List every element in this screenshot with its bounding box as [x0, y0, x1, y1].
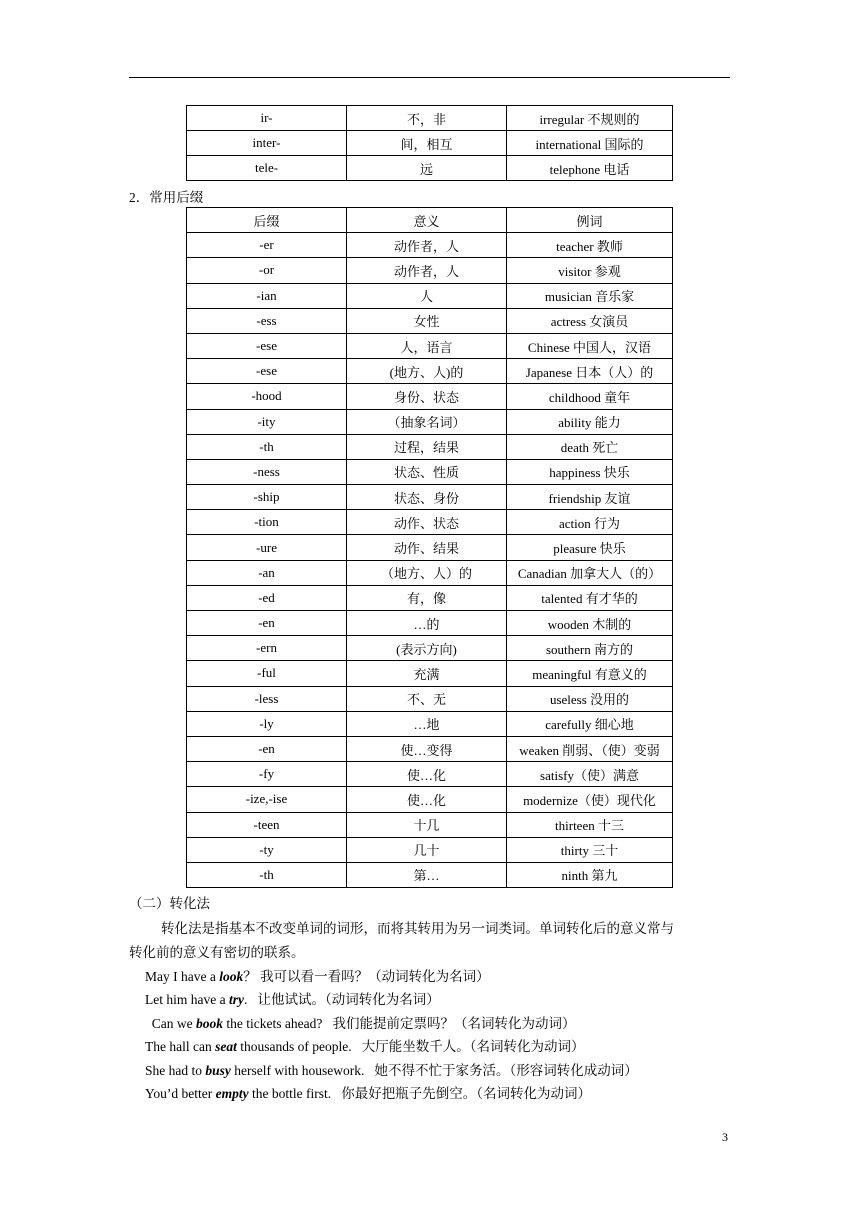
suffix-section-title: 2．常用后缀 [129, 190, 204, 205]
table-cell: 使…化 [347, 762, 507, 787]
table-cell: 十几 [347, 812, 507, 837]
example-text: She had to [145, 1062, 206, 1078]
table-cell: childhood 童年 [507, 384, 673, 409]
table-cell: useless 没用的 [507, 686, 673, 711]
table-row [187, 459, 673, 484]
table-cell: 动作者，人 [347, 233, 507, 258]
table-cell: musician 音乐家 [507, 283, 673, 308]
table-row [187, 736, 673, 761]
table-cell: carefully 细心地 [507, 711, 673, 736]
table-cell: -ess [187, 308, 347, 333]
table-cell: 不，非 [347, 106, 507, 131]
table-row [187, 308, 673, 333]
table-row [187, 837, 673, 862]
example-text: ？ 我可以看一看吗？（动词转化为名词） [243, 969, 490, 984]
table-cell: 远 [347, 156, 507, 181]
table-cell: pleasure 快乐 [507, 535, 673, 560]
table-cell: 状态、身份 [347, 485, 507, 510]
table-cell: ninth 第九 [507, 862, 673, 887]
table-cell: -er [187, 233, 347, 258]
example-text: The hall can [145, 1039, 216, 1055]
example-sentence [145, 965, 490, 985]
table-cell: satisfy（使）满意 [507, 762, 673, 787]
table-cell: 充满 [347, 661, 507, 686]
table-cell: -en [187, 611, 347, 636]
table-cell: -ure [187, 535, 347, 560]
table-cell: -teen [187, 812, 347, 837]
table-cell: happiness 快乐 [507, 459, 673, 484]
table-cell: ability 能力 [507, 409, 673, 434]
table-row [187, 258, 673, 283]
table-cell: -ize,-ise [187, 787, 347, 812]
table-cell: -ful [187, 661, 347, 686]
table-row [187, 485, 673, 510]
table-cell: （抽象名词） [347, 409, 507, 434]
table-cell: -ese [187, 359, 347, 384]
table-cell: teacher 教师 [507, 233, 673, 258]
table-cell: 人 [347, 283, 507, 308]
converted-word: book [196, 1015, 223, 1031]
table-cell: （地方、人）的 [347, 560, 507, 585]
table-cell: -ian [187, 283, 347, 308]
table-cell: 身份、状态 [347, 384, 507, 409]
table-cell: 动作、结果 [347, 535, 507, 560]
table-row [187, 711, 673, 736]
example-text: Can we [145, 1015, 196, 1031]
converted-word: empty [215, 1086, 249, 1101]
table-cell: -ty [187, 837, 347, 862]
table-row [187, 862, 673, 887]
prefix-table [186, 105, 673, 181]
table-cell: 人，语言 [347, 333, 507, 358]
example-sentence [145, 1082, 591, 1102]
table-cell: action 行为 [507, 510, 673, 535]
table-row [187, 636, 673, 661]
table-cell: thirteen 十三 [507, 812, 673, 837]
table-cell: 间，相互 [347, 131, 507, 156]
example-sentence [145, 1035, 584, 1055]
table-cell: Japanese 日本（人）的 [507, 359, 673, 384]
table-cell: -ity [187, 409, 347, 434]
table-cell: death 死亡 [507, 434, 673, 459]
example-text: the tickets ahead? 我们能提前定票吗？（名词转化为动词） [223, 1015, 576, 1031]
example-text: thousands of people. 大厅能坐数千人。（名词转化为动词） [236, 1039, 585, 1055]
table-cell: -hood [187, 384, 347, 409]
example-sentence [145, 1059, 638, 1079]
table-cell: friendship 友谊 [507, 485, 673, 510]
table-cell: 不、无 [347, 686, 507, 711]
table-cell: …地 [347, 711, 507, 736]
table-cell: international 国际的 [507, 131, 673, 156]
table-cell: 动作者，人 [347, 258, 507, 283]
table-row [187, 333, 673, 358]
table-cell: thirty 三十 [507, 837, 673, 862]
table-cell: meaningful 有意义的 [507, 661, 673, 686]
table-row [187, 560, 673, 585]
converted-word: busy [205, 1062, 231, 1078]
table-cell: (地方、人)的 [347, 359, 507, 384]
header-cell: 后缀 [187, 208, 347, 233]
table-cell: southern 南方的 [507, 636, 673, 661]
table-cell: -th [187, 862, 347, 887]
table-cell: 有，像 [347, 585, 507, 610]
table-cell: modernize（使）现代化 [507, 787, 673, 812]
table-cell: -ern [187, 636, 347, 661]
table-cell: -fy [187, 762, 347, 787]
table-cell: tele- [187, 156, 347, 181]
table-cell: 使…化 [347, 787, 507, 812]
header-cell: 意义 [347, 208, 507, 233]
example-text: You’d better [145, 1086, 216, 1101]
table-row [187, 535, 673, 560]
table-cell: irregular 不规则的 [507, 106, 673, 131]
table-cell: wooden 木制的 [507, 611, 673, 636]
table-cell: -th [187, 434, 347, 459]
table-cell: Chinese 中国人，汉语 [507, 333, 673, 358]
table-cell: inter- [187, 131, 347, 156]
conversion-paragraph-line: 转化前的意义有密切的联系。 [129, 945, 305, 960]
conversion-paragraph-line: 转化法是指基本不改变单词的词形，而将其转用为另一词类词。单词转化后的意义常与 [161, 921, 674, 936]
table-row [187, 812, 673, 837]
table-cell: -en [187, 736, 347, 761]
table-cell: -ly [187, 711, 347, 736]
table-cell: …的 [347, 611, 507, 636]
table-row [187, 384, 673, 409]
table-cell: visitor 参观 [507, 258, 673, 283]
table-cell: 过程，结果 [347, 434, 507, 459]
table-row [187, 434, 673, 459]
suffix-table-header [187, 208, 673, 233]
table-cell: weaken 削弱、（使）变弱 [507, 736, 673, 761]
converted-word: seat [215, 1039, 237, 1055]
table-cell: 几十 [347, 837, 507, 862]
example-text: May I have a [145, 969, 220, 984]
table-cell: 第… [347, 862, 507, 887]
table-row [187, 409, 673, 434]
table-row [187, 686, 673, 711]
table-row [187, 156, 673, 181]
table-cell: -an [187, 560, 347, 585]
table-row [187, 359, 673, 384]
table-cell: (表示方向) [347, 636, 507, 661]
table-row [187, 283, 673, 308]
converted-word: try [228, 992, 244, 1008]
table-cell: -ness [187, 459, 347, 484]
table-row [187, 510, 673, 535]
table-cell: actress 女演员 [507, 308, 673, 333]
example-text: the bottle first. 你最好把瓶子先倒空。（名词转化为动词） [248, 1086, 591, 1101]
table-cell: Canadian 加拿大人（的） [507, 560, 673, 585]
table-row [187, 585, 673, 610]
example-text: . 让他试试。（动词转化为名词） [243, 992, 440, 1008]
table-row [187, 106, 673, 131]
table-cell: telephone 电话 [507, 156, 673, 181]
table-cell: -ese [187, 333, 347, 358]
table-row [187, 787, 673, 812]
table-cell: 使…变得 [347, 736, 507, 761]
table-cell: ir- [187, 106, 347, 131]
table-row [187, 762, 673, 787]
table-cell: talented 有才华的 [507, 585, 673, 610]
table-cell: -ed [187, 585, 347, 610]
suffix-table [186, 207, 673, 888]
table-cell: 状态、性质 [347, 459, 507, 484]
header-rule [129, 77, 730, 78]
table-row [187, 661, 673, 686]
table-cell: -less [187, 686, 347, 711]
example-text: Let him have a [145, 992, 229, 1008]
converted-word: look [219, 969, 244, 984]
table-row [187, 131, 673, 156]
table-cell: 动作、状态 [347, 510, 507, 535]
table-cell: -tion [187, 510, 347, 535]
conversion-title: （二）转化法 [129, 896, 210, 911]
table-cell: -or [187, 258, 347, 283]
example-text: herself with housework. 她不得不忙于家务活。（形容词转化成动词） [230, 1062, 638, 1078]
example-sentence [145, 988, 440, 1008]
table-cell: -ship [187, 485, 347, 510]
header-cell: 例词 [507, 208, 673, 233]
page-number: 3 [722, 1130, 728, 1144]
table-row [187, 233, 673, 258]
table-cell: 女性 [347, 308, 507, 333]
table-row [187, 611, 673, 636]
example-sentence [145, 1012, 575, 1032]
